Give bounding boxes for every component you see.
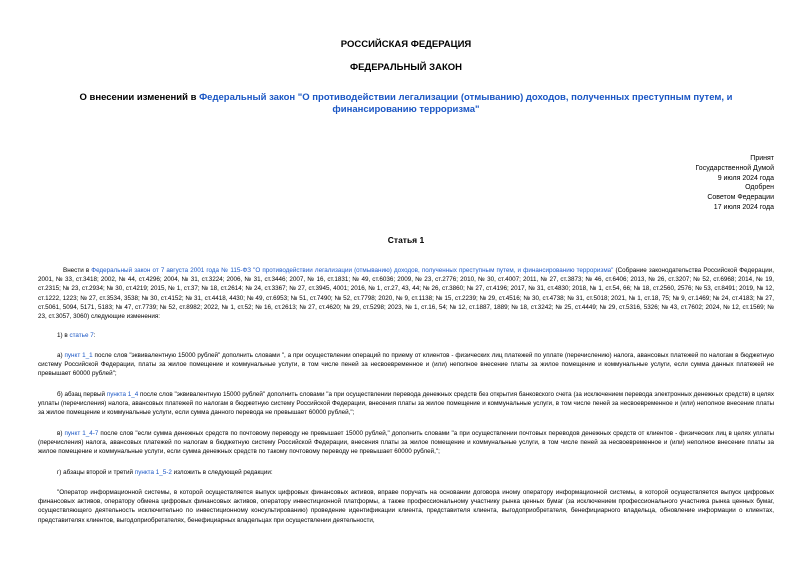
subitem-b-pre: б) абзац первый — [57, 390, 107, 398]
adoption-line: 17 июля 2024 года — [713, 203, 774, 211]
point-1-4-link[interactable]: пункта 1_4 — [106, 390, 139, 398]
point-1-1-link[interactable]: пункт 1_1 — [64, 351, 93, 359]
adoption-line: Одобрен — [745, 184, 774, 192]
subitem-b — [38, 390, 774, 418]
country-heading: РОССИЙСКАЯ ФЕДЕРАЦИЯ — [340, 39, 472, 50]
point-1-5-2-link[interactable]: пункта 1_5-2 — [134, 468, 172, 476]
law-title — [38, 92, 774, 116]
subitem-c-post: после слов "если сумма денежных средств по почтовому переводу не превышает 15000 рублей," дополнить словами "а при осуществлении почтовых переводов денежных средств от клиентов - физических лиц в целях уплаты (перечисления) налога, авансовых платежей по налогам в бюджетную систему Российской Федерации, внесения платы за жилое помещение и коммунальные услуги, в том числе пеней за несвоевременное и (или) неполное внесение платы за жилое помещение и коммунальные услуги, если сумма денежных средств по такому почтовому переводу не превышает 60000 рублей,"; — [38, 429, 774, 456]
law-type-heading: ФЕДЕРАЛЬНЫЙ ЗАКОН — [349, 62, 462, 73]
intro-post: (Собрание законодательства Российской Федерации, 2001, № 33, ст.3418; 2002, № 44, ст.4296; 2004, № 31, ст.3224; 2006, № 31, ст.3446; 2007, № 16, ст.1831; № 49, ст.6036; 2009, № 23, ст.2776; 2010, № 30, ст.4007; 2011, № 27, ст.3873; № 46, ст.6406; 2013, № 26, ст.3207; № 52, ст.6968; 2014, № 19, ст.2315; № 23, ст.2934; № 30, ст.4219; 2015, № 1, ст.37; № 18, ст.2614; № 24, ст.3367; № 27, ст.3945, 4001; 2016, № 1, ст.27, 43, 44; № 26, ст.3860; № 27, ст.4196; 2017, № 31, ст.4830; 2018, № 1, ст.54, 66; № 18, ст.2560, 2576; № 53, ст.8491; 2019, № 12, ст.1222, 1223; № 27, ст.3534, 3538; № 30, ст.4152; № 31, ст.4418, 4430; № 49, ст.6953; № 51, ст.7490; № 52, ст.7798; 2020, № 9, ст.1138; № 15, ст.2239; № 29, ст.4516; № 30, ст.4738; № 31, ст.5018; 2021, № 1, ст.18, 75; № 9, ст.1469; № 24, ст.4183; № 27, ст.5061, 5094, 5171, 5183; № 47, ст.7739; № 52, ст.8982; 2022, № 1, ст.52; № 16, ст.2613; № 27, ст.4620; № 29, ст.5298; 2023, № 1, ст.16, 54; № 12, ст.1887, 1889; № 18, ст.3242; № 25, ст.4449; № 29, ст.5316, 5326; № 43, ст.7602; 2024, № 12, ст.1569; № 23, ст.3057, 3060) следующие изменения: — [38, 266, 774, 321]
adoption-line: 9 июля 2024 года — [717, 174, 774, 182]
subitem-c-pre: в) — [57, 429, 65, 437]
adoption-line: Государственной Думой — [695, 164, 774, 172]
item-1 — [38, 331, 774, 340]
subitem-d-post: изложить в следующей редакции: — [171, 468, 273, 476]
article-heading: Статья 1 — [387, 234, 425, 245]
subitem-c — [38, 429, 774, 457]
law-title-prefix: О внесении изменений в — [79, 92, 200, 103]
item-1-pre: 1) в — [57, 331, 70, 339]
subitem-a-post: после слов "эквивалентную 15000 рублей" дополнить словами ", а при осуществлении операций по приему от клиентов - физических лиц платежей по уплате (перечислению) налога, авансовых платежей по налогам в бюджетную систему Российской Федерации, платы за жилое помещение и коммунальные услуги, в том числе пеней за несвоевременное и (или) неполное внесение платы за жилое помещение и коммунальные услуги, если сумма данных платежей не превышает 60000 рублей"; — [38, 351, 774, 378]
law-title-link[interactable]: Федеральный закон "О противодействии легализации (отмыванию) доходов, полученных преступным путем, и финансированию терроризма" — [199, 92, 733, 115]
subitem-b-post: после слов "эквивалентную 15000 рублей" дополнить словами "а при осуществлении перевода денежных средств без открытия банковского счета (за исключением перевода электронных денежных средств) в целях уплаты (перечисления) налога, авансовых платежей по налогам в бюджетную систему Российской Федерации, внесения платы за жилое помещение и коммунальные услуги, в том числе пеней за несвоевременное и (или) неполное внесение платы за жилое помещение и коммунальные услуги, если сумма данного перевода не превышает 60000 рублей,"; — [38, 390, 774, 417]
adoption-line: Советом Федерации — [707, 194, 774, 202]
subitem-d — [38, 468, 774, 477]
item-1-post: : — [93, 331, 96, 339]
subitem-a — [38, 351, 774, 379]
adoption-block — [38, 154, 774, 213]
subitem-a-pre: а) — [57, 351, 65, 359]
adoption-line: Принят — [750, 155, 774, 162]
article-7-link[interactable]: статье 7 — [69, 331, 94, 339]
article-intro — [38, 266, 774, 322]
point-1-4-7-link[interactable]: пункт 1_4-7 — [64, 429, 99, 437]
subitem-d-pre: г) абзацы второй и третий — [57, 468, 135, 476]
quoted-paragraph: "Оператор информационной системы, в которой осуществляется выпуск цифровых финансовых активов, вправе поручать на основании договора иному оператору информационной системы, в которой осуществляется выпуск цифровых финансовых активов, оператору обмена цифровых финансовых активов, оператору инвестиционной платформы, а также профессиональному участнику рынка ценных бумаг (за исключением профессионального участника рынка ценных бумаг, осуществляющего деятельность исключительно по инвестиционному консультированию) проведение идентификации клиента, представителя клиента, выгодоприобретателя, бенефициарного владельца, обновление информации о клиентах, представителях клиентов, выгодоприобретателях, бенефициарных владельцах при осуществлении деятельности, — [38, 488, 774, 524]
intro-law-link[interactable]: Федеральный закон от 7 августа 2001 года № 115-ФЗ "О противодействии легализации (отмыванию) доходов, полученных преступным путем, и финансированию терроризма" — [91, 266, 614, 274]
intro-pre: Внести в — [63, 266, 92, 274]
